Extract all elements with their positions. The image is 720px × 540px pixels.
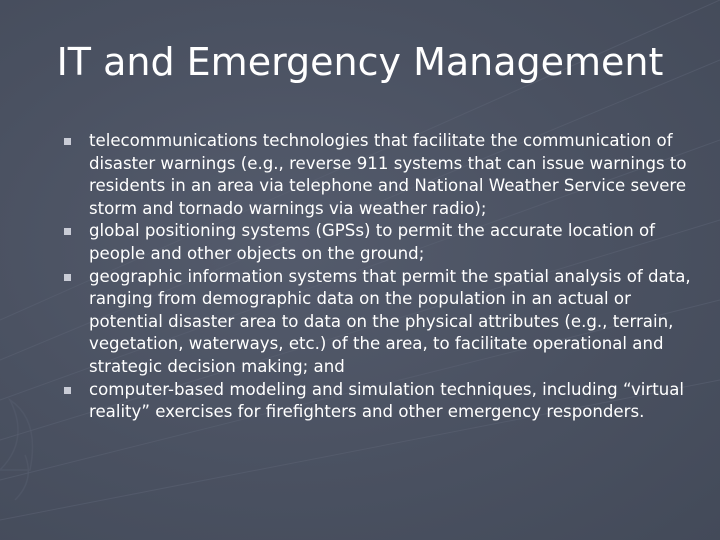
square-bullet-icon xyxy=(64,274,71,281)
square-bullet-icon xyxy=(64,138,71,145)
bullet-text: global positioning systems (GPSs) to permit the accurate location of people and other objects on the ground; xyxy=(89,221,656,263)
slide-title: IT and Emergency Management xyxy=(56,40,664,84)
bullet-item xyxy=(64,130,704,220)
square-bullet-icon xyxy=(64,387,71,394)
bullet-text: geographic information systems that permit the spatial analysis of data, ranging from demographic data on the population in an actual or potential disaster area to data on the physical attributes (e.g., terrain, vegetation, waterways, etc.) of the area, to facilitate operational and strategic decision making; and xyxy=(89,266,691,376)
bullet-text: telecommunications technologies that facilitate the communication of disaster warnings (e.g., reverse 911 systems that can issue warnings to residents in an area via telephone and National Weather Service severe storm and tornado warnings via weather radio); xyxy=(89,131,687,218)
bullet-item xyxy=(64,266,704,379)
square-bullet-icon xyxy=(64,228,71,235)
bullet-item xyxy=(64,220,704,265)
bullet-list xyxy=(64,130,704,424)
bullet-item xyxy=(64,379,704,424)
bullet-text: computer-based modeling and simulation techniques, including “virtual reality” exercises for firefighters and other emergency responders. xyxy=(89,379,685,422)
